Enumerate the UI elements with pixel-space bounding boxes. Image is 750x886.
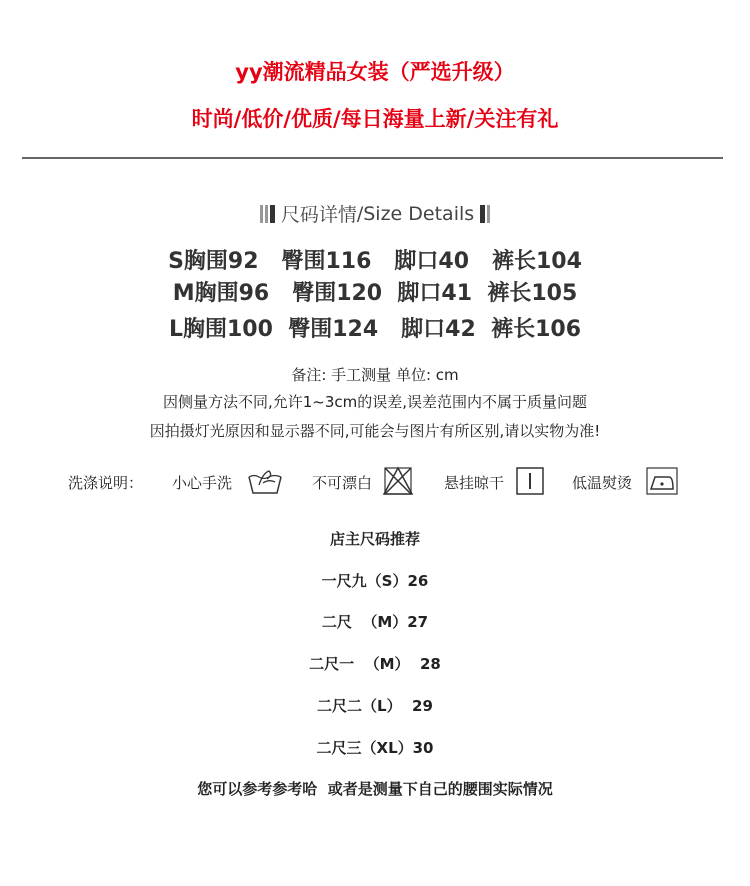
shop-slogan: 时尚/低价/优质/每日海量上新/关注有礼 bbox=[191, 107, 559, 131]
recommend-footer: 您可以参考参考哈 或者是测量下自己的腰围实际情况 bbox=[197, 780, 553, 798]
size-row-l: L胸围100 臀围124 脚口42 裤长106 bbox=[168, 317, 582, 342]
heading-en: /Size Details bbox=[356, 202, 475, 225]
note-measure: 备注: 手工测量 单位: cm bbox=[291, 366, 459, 384]
wash-instructions bbox=[0, 465, 750, 499]
recommend-item: 二尺三（XL）30 bbox=[316, 739, 434, 757]
recommend-title: 店主尺码推荐 bbox=[329, 530, 420, 548]
heading-cn: 尺码详情 bbox=[280, 204, 357, 226]
recommend-item: 二尺 （M）27 bbox=[321, 613, 429, 631]
wash-item-label: 小心手洗 bbox=[172, 474, 233, 492]
recommend-item: 二尺二（L） 29 bbox=[317, 697, 433, 715]
size-row-m: M胸围96 臀围120 脚口41 裤长105 bbox=[172, 281, 578, 306]
low-iron-icon bbox=[645, 465, 679, 497]
heading-bars-left-icon bbox=[260, 205, 275, 223]
heading-bars-right-icon bbox=[480, 205, 490, 223]
size-row-s: S胸围92 臀围116 脚口40 裤长104 bbox=[168, 249, 582, 274]
note-color: 因拍摄灯光原因和显示器不同,可能会与图片有所区别,请以实物为准! bbox=[149, 422, 601, 440]
recommend-item: 一尺九（S）26 bbox=[321, 572, 429, 590]
shop-title: yy潮流精品女装（严选升级） bbox=[235, 60, 515, 84]
wash-item-label: 不可漂白 bbox=[312, 474, 373, 492]
wash-item-label: 低温熨烫 bbox=[572, 474, 633, 492]
divider bbox=[22, 157, 723, 159]
wash-item-label: 悬挂晾干 bbox=[444, 474, 505, 492]
hang-dry-icon bbox=[514, 465, 546, 497]
wash-label: 洗涤说明： bbox=[68, 474, 144, 492]
note-tolerance: 因侧量方法不同,允许1~3cm的误差,误差范围内不属于质量问题 bbox=[162, 393, 588, 411]
no-bleach-icon bbox=[382, 465, 414, 497]
size-details-heading bbox=[0, 200, 750, 227]
hand-wash-icon bbox=[245, 465, 285, 497]
recommend-item: 二尺一 （M） 28 bbox=[309, 655, 441, 673]
